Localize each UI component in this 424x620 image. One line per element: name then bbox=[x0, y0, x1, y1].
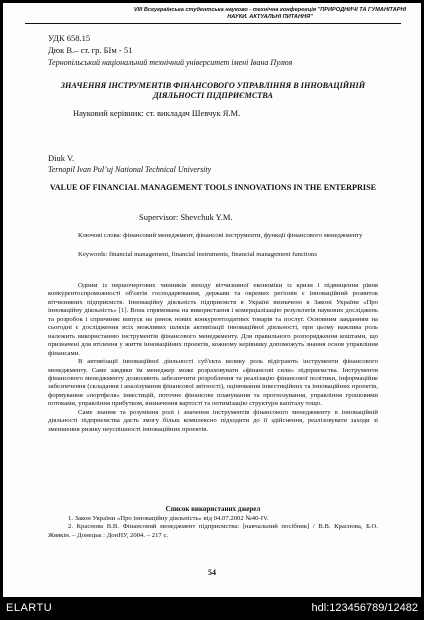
title-en: VALUE OF FINANCIAL MANAGEMENT TOOLS INNOVATIONS IN THE ENTERPRISE bbox=[49, 183, 377, 192]
page-number: 54 bbox=[208, 568, 216, 577]
author-group: Дюк В.– ст. гр. БІм - 51 bbox=[48, 45, 133, 55]
handle-id: hdl:123456789/12482 bbox=[311, 602, 418, 614]
keywords-ua: Ключові слова: фінансовий менеджмент, фінансові інструменти, функції фінансового менеджменту bbox=[78, 232, 363, 239]
paragraph-1: Одним із першочергових чинників виходу вітчизняної економіки із кризи і підвищення рівня конкурентоспроможності об'єктів господарювання, держави та окремих регіонів є інноваційний розвиток вітчизняних підприємств. Інноваційну діяльність підприємств в Україні визначено в Законі України «Про інноваційну діяльність» [1]. Вона спрямована на використання і комерціалізацію результатів наукових досліджень та розробок і спричиняє випуск на ринок нових конкурентоздатних товарів та послуг. Основним завданням на сьогодні є дослідження всіх можливих шляхів активізації інноваційної діяльності, при цьому важлива роль належить використанню інструментів фінансового менеджменту. Для правильного розпорядження коштами, що призначені для втілення у життя інноваційних проектів, кожному керівнику допоможуть знання основ управління фінансами. bbox=[48, 282, 378, 357]
body-text bbox=[48, 282, 378, 434]
references-list bbox=[48, 515, 378, 540]
reference-item: 2. Краснова В.В. Фінансовий менеджмент підприємства: [навчальний посібник] / В.В. Краснова, Б.О. Жвякін. – Донецьк : ДонНУ, 2004. – 217 с. bbox=[48, 523, 378, 539]
university-en: Ternopil Ivan Pul’uj National Technical University bbox=[48, 165, 212, 174]
reference-item: 1. Закон України «Про інноваційну діяльність» від 04.07.2002 №40-IV. bbox=[68, 515, 269, 522]
udk-code: УДК 658.15 bbox=[48, 33, 91, 43]
author-en: Diuk V. bbox=[48, 153, 75, 163]
repository-label: ELARTU bbox=[6, 602, 53, 614]
supervisor-ua: Науковий керівник: ст. викладач Шевчук Я.М. bbox=[73, 108, 241, 118]
title-ua: ЗНАЧЕННЯ ІНСТРУМЕНТІВ ФІНАНСОВОГО УПРАВЛІННЯ В ІННОВАЦІЙНІЙ ДІЯЛЬНОСТІ ПІДПРИЄМСТВА bbox=[60, 81, 366, 100]
references-title: Список використаних джерел bbox=[165, 505, 261, 513]
paragraph-3: Саме знання та розуміння ролі і значення інструментів фінансового менеджменту в інноваційній діяльності підприємства дасть змогу більш комплексно підходити до її здійснення, реалізовувати заходи зі зменшення ризику неуспішності інноваційних проектів. bbox=[48, 408, 378, 433]
university-ua: Тернопільський національний технічний університет імені Івана Пулюя bbox=[48, 58, 293, 67]
header-rule bbox=[25, 23, 401, 24]
paper-page bbox=[3, 3, 421, 597]
keywords-en: Keywords: financial management, financial instruments, financial management functions bbox=[78, 251, 317, 258]
paragraph-2: В активізації інноваційної діяльності суб'єкта велику роль відіграють інструменти фінансового менеджменту. Саме завдяки їм менеджер може розраховувати «фінансові сили» підприємства. Інструменти фінансового менеджменту дозволяють забезпечити розроблення та реалізацію фінансової політики, інформаційне забезпечення (складання і аналізування фінансової звітності), оцінювання інвестиційних та інноваційних проектів, формування «портфеля» інвестицій, поточне фінансове планування та прогнозування, управління грошовими потоками, управління прибутком, визначення вартості та оптимізацію структури капіталу тощо. bbox=[48, 358, 378, 408]
supervisor-en: Supervisor: Shevchuk Y.M. bbox=[139, 212, 233, 222]
conference-header: VIII Всеукраїнська студентська науково - технічна конференція "ПРИРОДНИЧІ ТА ГУМАНІТАРНІ НАУКИ. АКТУАЛЬНІ ПИТАННЯ" bbox=[133, 7, 407, 20]
